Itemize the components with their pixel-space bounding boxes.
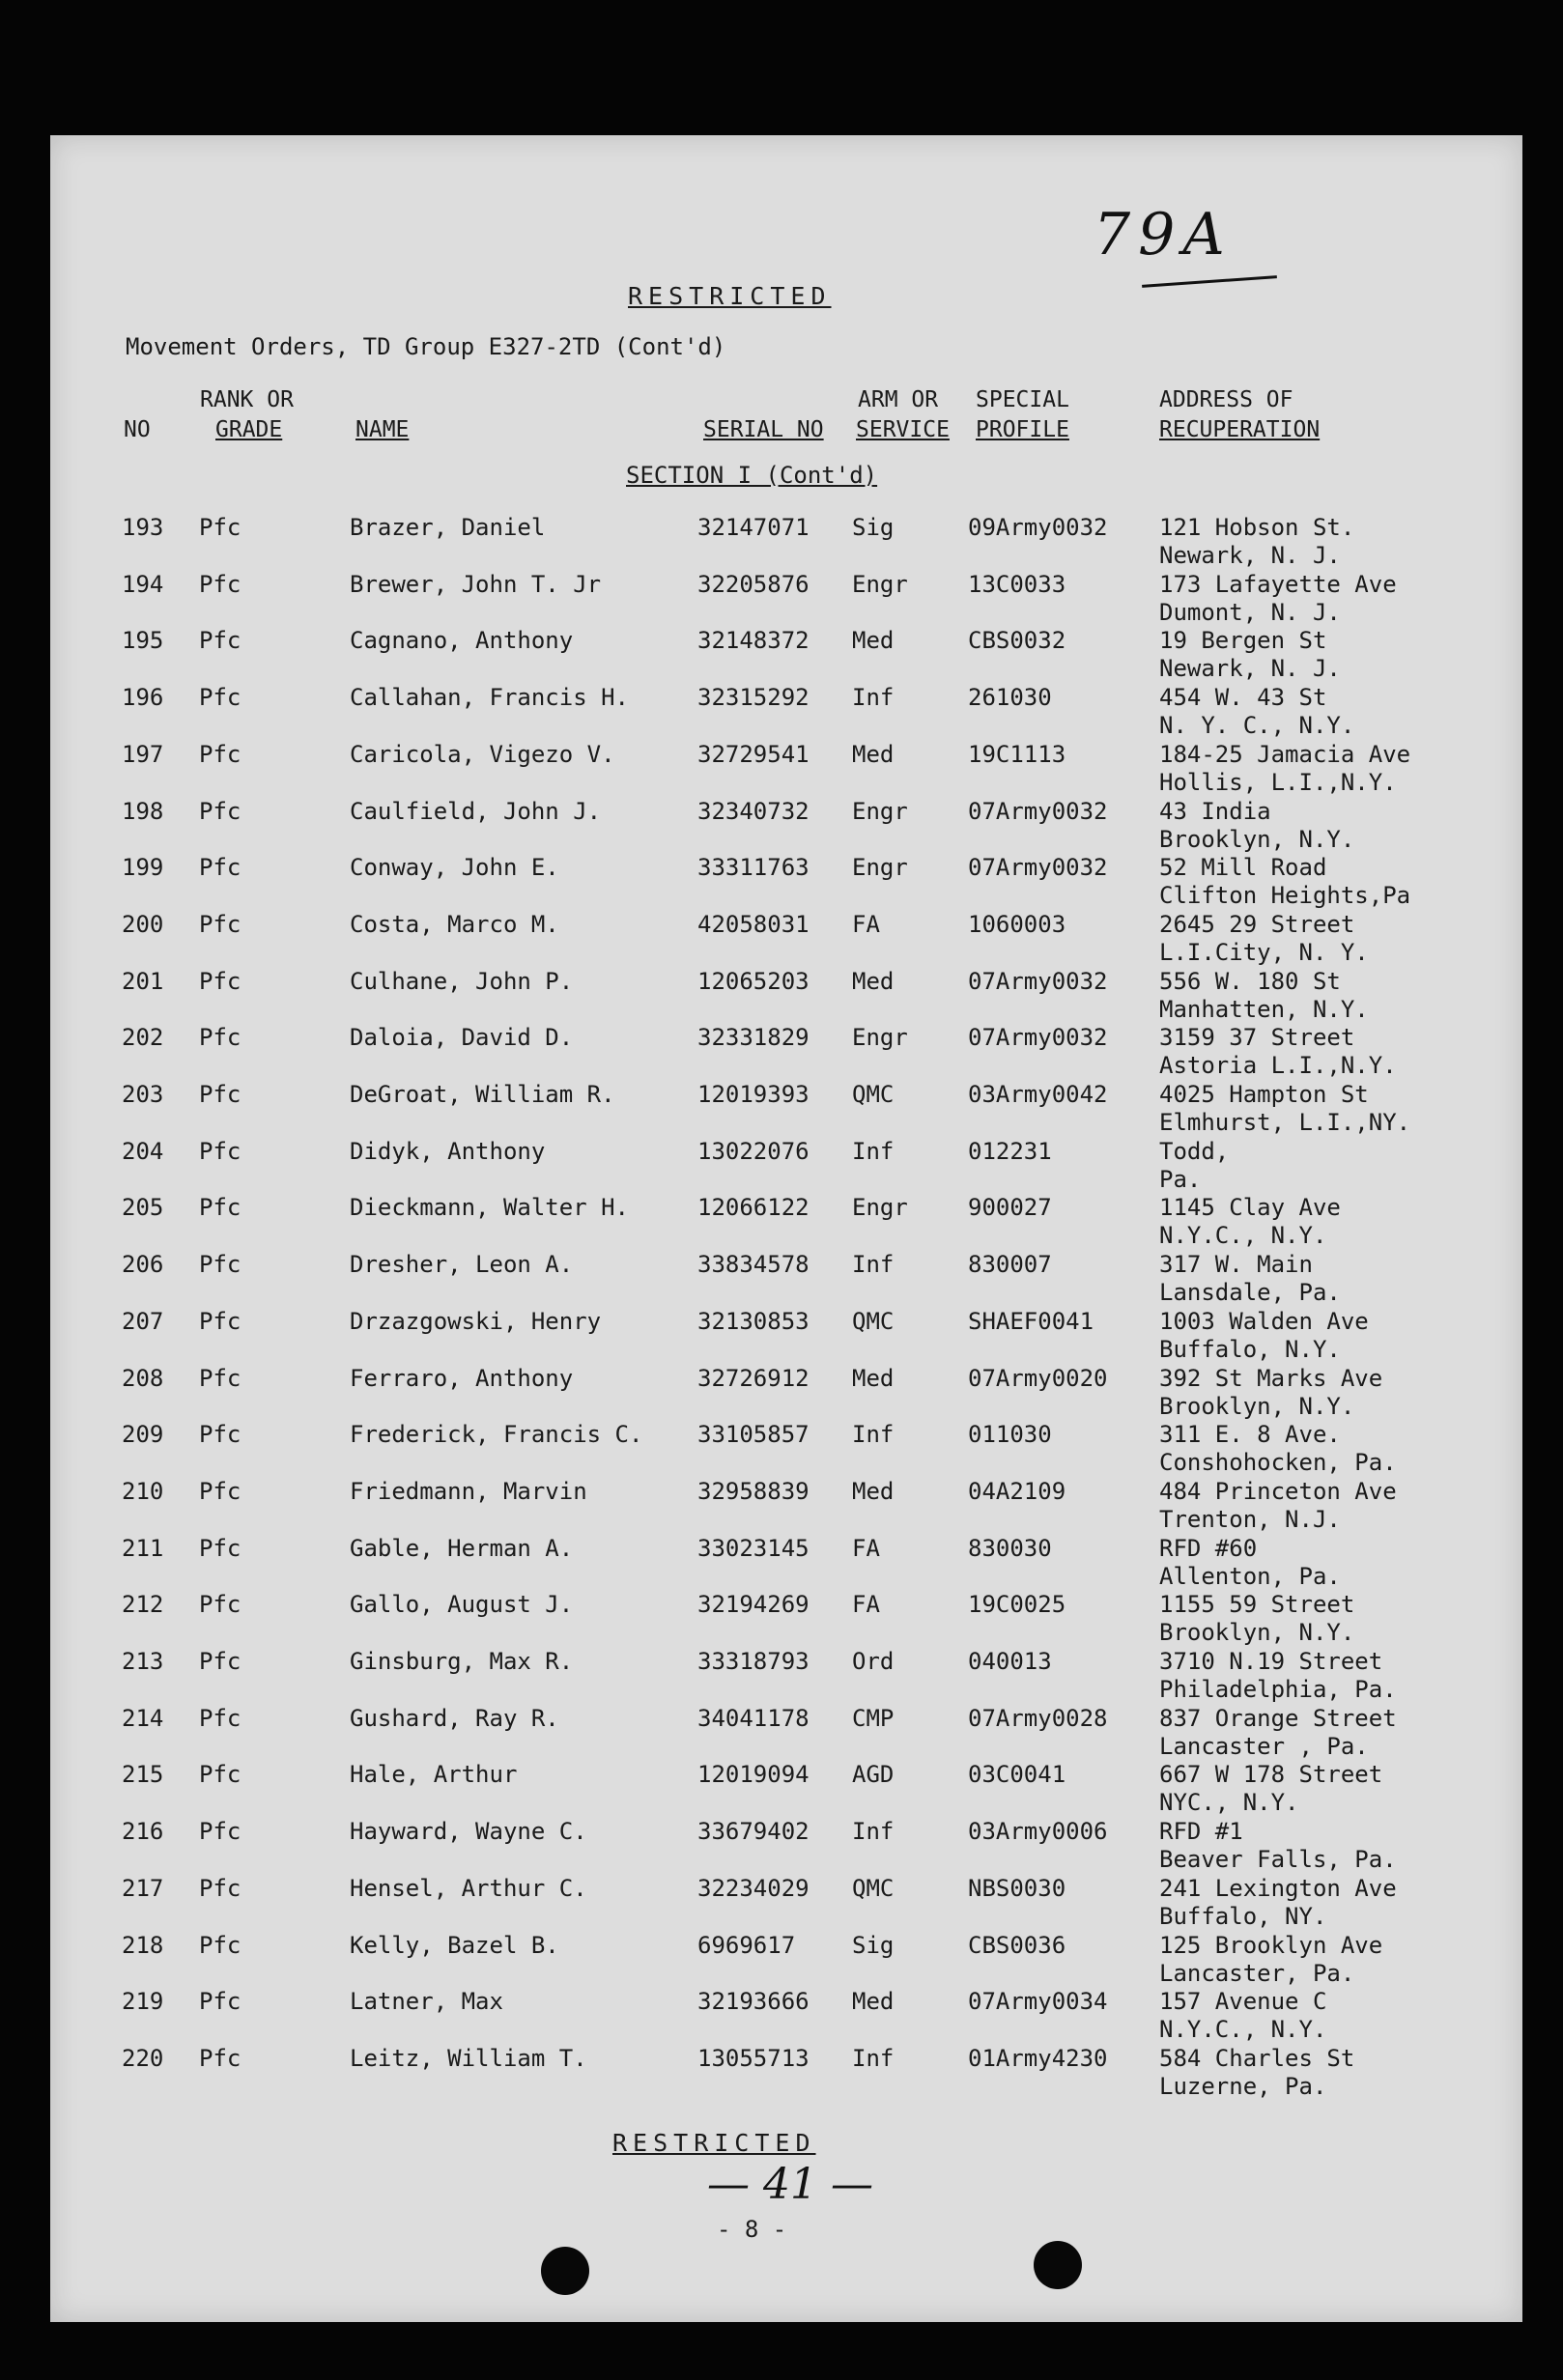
row-profile: 261030	[968, 684, 1052, 712]
row-arm: Ord	[852, 1648, 895, 1675]
row-address-line: RFD #60	[1159, 1534, 1258, 1562]
row-address-line: Lancaster, Pa.	[1159, 1959, 1355, 1987]
row-rank: Pfc	[199, 684, 242, 712]
row-address-line: Buffalo, NY.	[1159, 1902, 1327, 1930]
row-name: Conway, John E.	[350, 854, 559, 882]
row-rank: Pfc	[199, 967, 242, 995]
row-address	[1159, 1988, 1326, 2044]
row-no: 199	[122, 854, 164, 882]
row-address-line: 3710 N.19 Street	[1159, 1648, 1383, 1675]
row-serial: 33311763	[697, 854, 810, 882]
row-rank: Pfc	[199, 1024, 242, 1052]
header-rank	[200, 385, 294, 445]
row-profile: 07Army0020	[968, 1364, 1108, 1392]
row-address	[1159, 1478, 1397, 1534]
row-no: 213	[122, 1648, 164, 1675]
row-rank: Pfc	[199, 1307, 242, 1335]
header-rank-line2: GRADE	[215, 417, 283, 442]
row-rank: Pfc	[199, 1421, 242, 1449]
row-no: 219	[122, 1988, 164, 2016]
row-arm: QMC	[852, 1874, 895, 1902]
row-profile: 07Army0034	[968, 1988, 1108, 2016]
document-page	[50, 135, 1522, 2322]
row-name: Daloia, David D.	[350, 1024, 574, 1052]
row-rank: Pfc	[199, 1648, 242, 1675]
row-no: 203	[122, 1081, 164, 1108]
row-address-line: N. Y. C., N.Y.	[1159, 712, 1355, 740]
row-address	[1159, 741, 1410, 797]
row-rank: Pfc	[199, 627, 242, 655]
row-address-line: RFD #1	[1159, 1818, 1243, 1846]
row-arm: FA	[852, 910, 880, 938]
row-name: Ferraro, Anthony	[350, 1364, 574, 1392]
row-no: 202	[122, 1024, 164, 1052]
row-no: 201	[122, 967, 164, 995]
row-profile: SHAEF0041	[968, 1307, 1094, 1335]
row-address-line: 157 Avenue C	[1159, 1988, 1327, 2016]
row-profile: 13C0033	[968, 570, 1066, 598]
row-arm: Inf	[852, 1421, 895, 1449]
row-arm: AGD	[852, 1761, 895, 1789]
row-profile: 830007	[968, 1251, 1052, 1279]
row-name: Caulfield, John J.	[350, 797, 602, 825]
row-arm: FA	[852, 1591, 880, 1619]
row-rank: Pfc	[199, 1081, 242, 1108]
row-serial: 33105857	[697, 1421, 810, 1449]
row-no: 196	[122, 684, 164, 712]
row-rank: Pfc	[199, 570, 242, 598]
row-serial: 32729541	[697, 740, 810, 768]
row-address-line: 19 Bergen St	[1159, 627, 1327, 655]
row-address-line: 1003 Walden Ave	[1159, 1307, 1369, 1335]
row-profile: 07Army0032	[968, 797, 1108, 825]
row-rank: Pfc	[199, 1931, 242, 1959]
row-no: 209	[122, 1421, 164, 1449]
row-serial: 34041178	[697, 1704, 810, 1732]
row-rank: Pfc	[199, 1534, 242, 1562]
row-name: Frederick, Francis C.	[350, 1421, 643, 1449]
row-address	[1159, 1932, 1382, 1988]
row-no: 210	[122, 1477, 164, 1505]
row-address-line: Pa.	[1159, 1165, 1202, 1193]
row-serial: 32205876	[697, 570, 810, 598]
row-serial: 32147071	[697, 514, 810, 541]
row-address	[1159, 1081, 1410, 1137]
row-address-line: Astoria L.I.,N.Y.	[1159, 1052, 1397, 1080]
row-name: DeGroat, William R.	[350, 1081, 615, 1108]
row-profile: 03Army0042	[968, 1081, 1108, 1108]
row-serial: 12019393	[697, 1081, 810, 1108]
row-address	[1159, 1194, 1341, 1250]
row-arm: Inf	[852, 684, 895, 712]
row-address	[1159, 1761, 1382, 1817]
row-rank: Pfc	[199, 797, 242, 825]
row-name: Kelly, Bazel B.	[350, 1931, 559, 1959]
header-address-line2: RECUPERATION	[1159, 417, 1321, 442]
row-address-line: 837 Orange Street	[1159, 1704, 1397, 1732]
row-address-line: 52 Mill Road	[1159, 854, 1327, 882]
row-arm: Med	[852, 967, 895, 995]
row-address	[1159, 1591, 1354, 1647]
row-name: Gushard, Ray R.	[350, 1704, 559, 1732]
row-serial: 32340732	[697, 797, 810, 825]
page-number: - 8 -	[717, 2216, 787, 2243]
row-serial: 32958839	[697, 1477, 810, 1505]
row-address-line: 392 St Marks Ave	[1159, 1364, 1383, 1392]
row-profile: CBS0036	[968, 1931, 1066, 1959]
row-rank: Pfc	[199, 1988, 242, 2016]
row-arm: Inf	[852, 1818, 895, 1846]
row-address	[1159, 1138, 1229, 1194]
row-name: Drzazgowski, Henry	[350, 1307, 602, 1335]
row-serial: 32234029	[697, 1874, 810, 1902]
row-no: 207	[122, 1307, 164, 1335]
row-address	[1159, 571, 1397, 627]
header-arm-line1: ARM OR	[858, 387, 939, 412]
row-rank: Pfc	[199, 514, 242, 541]
row-serial: 32194269	[697, 1591, 810, 1619]
row-serial: 12019094	[697, 1761, 810, 1789]
row-address-line: Elmhurst, L.I.,NY.	[1159, 1109, 1411, 1136]
row-no: 216	[122, 1818, 164, 1846]
row-name: Dresher, Leon A.	[350, 1251, 574, 1279]
row-name: Gallo, August J.	[350, 1591, 574, 1619]
row-arm: Med	[852, 1364, 895, 1392]
row-profile: 012231	[968, 1137, 1052, 1165]
row-profile: 03C0041	[968, 1761, 1066, 1789]
row-name: Culhane, John P.	[350, 967, 574, 995]
row-profile: 011030	[968, 1421, 1052, 1449]
row-serial: 42058031	[697, 910, 810, 938]
restricted-footer: RESTRICTED	[612, 2129, 816, 2157]
row-address	[1159, 1818, 1397, 1874]
row-address	[1159, 1648, 1397, 1704]
row-address-line: 1145 Clay Ave	[1159, 1194, 1341, 1222]
row-no: 194	[122, 570, 164, 598]
row-name: Friedmann, Marvin	[350, 1477, 587, 1505]
punch-hole-left	[541, 2247, 589, 2295]
row-name: Hayward, Wayne C.	[350, 1818, 587, 1846]
row-rank: Pfc	[199, 1874, 242, 1902]
row-address	[1159, 1535, 1341, 1591]
row-address-line: 317 W. Main	[1159, 1251, 1313, 1279]
row-arm: Engr	[852, 1194, 908, 1222]
row-name: Didyk, Anthony	[350, 1137, 546, 1165]
handwritten-underline	[1142, 275, 1277, 288]
row-rank: Pfc	[199, 1364, 242, 1392]
row-address-line: 241 Lexington Ave	[1159, 1874, 1397, 1902]
row-arm: Med	[852, 1988, 895, 2016]
row-address-line: Newark, N. J.	[1159, 542, 1341, 569]
header-address-line1: ADDRESS OF	[1159, 387, 1293, 412]
row-rank: Pfc	[199, 1251, 242, 1279]
handwritten-number: 79A	[1094, 201, 1233, 269]
header-arm	[856, 385, 950, 445]
row-name: Latner, Max	[350, 1988, 503, 2016]
row-serial: 13022076	[697, 1137, 810, 1165]
row-name: Cagnano, Anthony	[350, 627, 574, 655]
row-name: Brazer, Daniel	[350, 514, 546, 541]
row-arm: Inf	[852, 1137, 895, 1165]
row-address-line: 4025 Hampton St	[1159, 1081, 1369, 1108]
row-serial: 32315292	[697, 684, 810, 712]
header-serial: SERIAL NO	[703, 417, 824, 442]
row-no: 193	[122, 514, 164, 541]
row-serial: 33023145	[697, 1534, 810, 1562]
row-serial: 33318793	[697, 1648, 810, 1675]
row-serial: 13055713	[697, 2044, 810, 2072]
row-profile: 04A2109	[968, 1477, 1066, 1505]
row-profile: 07Army0028	[968, 1704, 1108, 1732]
row-rank: Pfc	[199, 1591, 242, 1619]
row-address-line: 584 Charles St	[1159, 2044, 1355, 2072]
row-address	[1159, 2045, 1354, 2101]
header-arm-line2: SERVICE	[856, 417, 950, 442]
row-address	[1159, 627, 1341, 683]
header-name: NAME	[355, 417, 410, 442]
row-profile: NBS0030	[968, 1874, 1066, 1902]
row-address-line: 311 E. 8 Ave.	[1159, 1421, 1341, 1449]
row-address-line: Dumont, N. J.	[1159, 598, 1341, 626]
row-rank: Pfc	[199, 1818, 242, 1846]
row-serial: 32331829	[697, 1024, 810, 1052]
row-address-line: Beaver Falls, Pa.	[1159, 1846, 1397, 1874]
row-serial: 6969617	[697, 1931, 796, 1959]
row-arm: Sig	[852, 1931, 895, 1959]
row-address-line: 667 W 178 Street	[1159, 1761, 1383, 1789]
row-rank: Pfc	[199, 740, 242, 768]
row-address-line: Manhatten, N.Y.	[1159, 995, 1369, 1023]
header-address	[1159, 385, 1320, 445]
section-title: SECTION I (Cont'd)	[626, 462, 878, 489]
row-no: 197	[122, 740, 164, 768]
row-address-line: 484 Princeton Ave	[1159, 1477, 1397, 1505]
row-address	[1159, 1705, 1397, 1761]
row-address-line: Newark, N. J.	[1159, 655, 1341, 683]
row-address-line: 454 W. 43 St	[1159, 684, 1327, 712]
row-arm: Engr	[852, 1024, 908, 1052]
row-address	[1159, 684, 1354, 740]
row-address	[1159, 968, 1369, 1024]
row-address-line: Brooklyn, N.Y.	[1159, 1392, 1355, 1420]
row-rank: Pfc	[199, 1704, 242, 1732]
row-serial: 12065203	[697, 967, 810, 995]
row-serial: 32193666	[697, 1988, 810, 2016]
row-no: 211	[122, 1534, 164, 1562]
row-address-line: Conshohocken, Pa.	[1159, 1449, 1397, 1477]
row-address-line: Brooklyn, N.Y.	[1159, 825, 1355, 853]
row-no: 215	[122, 1761, 164, 1789]
row-address-line: 184-25 Jamacia Ave	[1159, 740, 1411, 768]
row-address-line: Lancaster , Pa.	[1159, 1732, 1369, 1760]
row-profile: CBS0032	[968, 627, 1066, 655]
row-name: Dieckmann, Walter H.	[350, 1194, 629, 1222]
row-profile: 07Army0032	[968, 1024, 1108, 1052]
row-name: Caricola, Vigezo V.	[350, 740, 615, 768]
row-arm: QMC	[852, 1307, 895, 1335]
row-rank: Pfc	[199, 1194, 242, 1222]
row-address-line: Lansdale, Pa.	[1159, 1279, 1341, 1307]
row-address-line: 3159 37 Street	[1159, 1024, 1355, 1052]
row-no: 198	[122, 797, 164, 825]
row-profile: 09Army0032	[968, 514, 1108, 541]
row-address-line: NYC., N.Y.	[1159, 1789, 1299, 1817]
row-address	[1159, 854, 1410, 910]
row-address-line: L.I.City, N. Y.	[1159, 938, 1369, 966]
row-no: 195	[122, 627, 164, 655]
row-address-line: Buffalo, N.Y.	[1159, 1335, 1341, 1363]
row-address	[1159, 1308, 1369, 1364]
row-address-line: Trenton, N.J.	[1159, 1505, 1341, 1533]
row-profile: 07Army0032	[968, 967, 1108, 995]
row-profile: 900027	[968, 1194, 1052, 1222]
row-rank: Pfc	[199, 1137, 242, 1165]
row-name: Ginsburg, Max R.	[350, 1648, 574, 1675]
header-no: NO	[124, 417, 151, 442]
row-serial: 33679402	[697, 1818, 810, 1846]
row-rank: Pfc	[199, 1477, 242, 1505]
row-no: 206	[122, 1251, 164, 1279]
restricted-header: RESTRICTED	[628, 282, 832, 310]
row-no: 200	[122, 910, 164, 938]
row-no: 208	[122, 1364, 164, 1392]
document-subtitle: Movement Orders, TD Group E327-2TD (Cont'd)	[126, 333, 726, 360]
row-address	[1159, 514, 1354, 570]
row-address-line: Philadelphia, Pa.	[1159, 1676, 1397, 1703]
row-address	[1159, 1875, 1397, 1931]
row-no: 217	[122, 1874, 164, 1902]
row-no: 205	[122, 1194, 164, 1222]
row-address	[1159, 911, 1369, 967]
row-arm: FA	[852, 1534, 880, 1562]
row-address-line: 556 W. 180 St	[1159, 967, 1341, 995]
row-profile: 1060003	[968, 910, 1066, 938]
row-no: 220	[122, 2044, 164, 2072]
row-no: 212	[122, 1591, 164, 1619]
header-special-line2: PROFILE	[976, 417, 1069, 442]
row-address	[1159, 1251, 1341, 1307]
row-address-line: Hollis, L.I.,N.Y.	[1159, 768, 1397, 796]
row-rank: Pfc	[199, 910, 242, 938]
row-arm: Med	[852, 627, 895, 655]
row-address-line: Allenton, Pa.	[1159, 1562, 1341, 1590]
row-address-line: 43 India	[1159, 797, 1271, 825]
row-profile: 830030	[968, 1534, 1052, 1562]
row-address	[1159, 798, 1354, 854]
row-address-line: Todd,	[1159, 1137, 1230, 1165]
row-address	[1159, 1365, 1382, 1421]
row-name: Brewer, John T. Jr	[350, 570, 602, 598]
row-profile: 01Army4230	[968, 2044, 1108, 2072]
handwritten-page-number: — 41 —	[707, 2160, 873, 2209]
row-arm: Med	[852, 1477, 895, 1505]
row-address	[1159, 1024, 1397, 1080]
row-no: 204	[122, 1137, 164, 1165]
punch-hole-right	[1034, 2241, 1082, 2289]
row-address-line: 121 Hobson St.	[1159, 514, 1355, 541]
row-address-line: Clifton Heights,Pa	[1159, 882, 1411, 910]
row-arm: CMP	[852, 1704, 895, 1732]
row-address-line: N.Y.C., N.Y.	[1159, 1222, 1327, 1250]
row-rank: Pfc	[199, 854, 242, 882]
row-address-line: Brooklyn, N.Y.	[1159, 1619, 1355, 1647]
row-serial: 32130853	[697, 1307, 810, 1335]
row-name: Callahan, Francis H.	[350, 684, 629, 712]
row-arm: Inf	[852, 1251, 895, 1279]
row-address-line: N.Y.C., N.Y.	[1159, 2016, 1327, 2044]
row-address-line: 2645 29 Street	[1159, 910, 1355, 938]
row-no: 218	[122, 1931, 164, 1959]
row-serial: 12066122	[697, 1194, 810, 1222]
row-address-line: 125 Brooklyn Ave	[1159, 1931, 1383, 1959]
row-serial: 32148372	[697, 627, 810, 655]
row-profile: 19C1113	[968, 740, 1066, 768]
row-address	[1159, 1421, 1397, 1477]
row-no: 214	[122, 1704, 164, 1732]
row-profile: 040013	[968, 1648, 1052, 1675]
row-arm: QMC	[852, 1081, 895, 1108]
row-profile: 03Army0006	[968, 1818, 1108, 1846]
header-special-line1: SPECIAL	[976, 387, 1069, 412]
row-arm: Sig	[852, 514, 895, 541]
row-serial: 33834578	[697, 1251, 810, 1279]
row-name: Gable, Herman A.	[350, 1534, 574, 1562]
row-arm: Engr	[852, 854, 908, 882]
row-rank: Pfc	[199, 1761, 242, 1789]
row-address-line: 1155 59 Street	[1159, 1591, 1355, 1619]
row-name: Hale, Arthur	[350, 1761, 518, 1789]
row-arm: Med	[852, 740, 895, 768]
header-rank-line1: RANK OR	[200, 387, 294, 412]
row-rank: Pfc	[199, 2044, 242, 2072]
row-profile: 07Army0032	[968, 854, 1108, 882]
row-address-line: 173 Lafayette Ave	[1159, 570, 1397, 598]
header-special	[976, 385, 1069, 445]
row-serial: 32726912	[697, 1364, 810, 1392]
row-name: Hensel, Arthur C.	[350, 1874, 587, 1902]
row-profile: 19C0025	[968, 1591, 1066, 1619]
row-name: Costa, Marco M.	[350, 910, 559, 938]
row-arm: Engr	[852, 797, 908, 825]
row-name: Leitz, William T.	[350, 2044, 587, 2072]
row-arm: Inf	[852, 2044, 895, 2072]
row-address-line: Luzerne, Pa.	[1159, 2072, 1327, 2100]
row-arm: Engr	[852, 570, 908, 598]
